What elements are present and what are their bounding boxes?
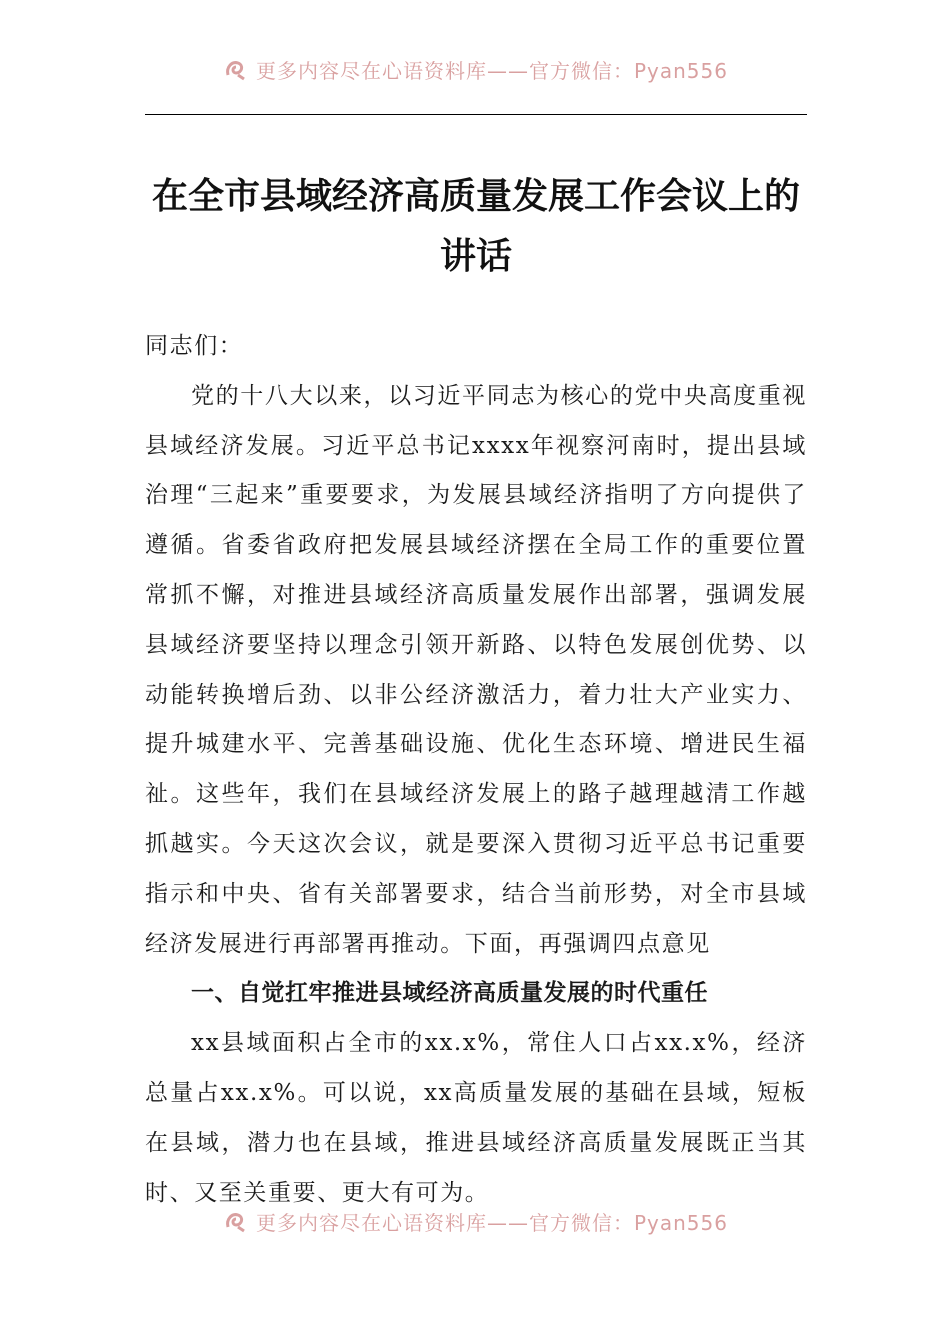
paragraph-2: xx县域面积占全市的xx.x%，常住人口占xx.x%，经济总量占xx.x%。可以说，xx高质量发展的基础在县域，短板在县域，潜力也在县域，推进县域经济高质量发展既正当其时、又至关重要、更大有可为。 bbox=[145, 1030, 807, 1206]
watermark-logo-icon bbox=[222, 55, 250, 83]
salutation: 同志们： bbox=[145, 333, 244, 359]
paragraph-1: 党的十八大以来，以习近平同志为核心的党中央高度重视县域经济发展。习近平总书记xxxx年视察河南时，提出县域治理“三起来”重要要求，为发展县域经济指明了方向提供了遵循。省委省政府把发展县域经济摆在全局工作的重要位置常抓不懈，对推进县域经济高质量发展作出部署，强调发展县域经济要坚持以理念引领开新路、以特色发展创优势、以动能转换增后劲、以非公经济激活力，着力壮大产业实力、提升城建水平、完善基础设施、优化生态环境、增进民生福祉。这些年，我们在县域经济发展上的路子越理越清工作越抓越实。今天这次会议，就是要深入贯彻习近平总书记重要指示和中央、省有关部署要求，结合当前形势，对全市县域经济发展进行再部署再推动。下面，再强调四点意见 bbox=[145, 382, 807, 957]
watermark-logo-icon bbox=[222, 1207, 250, 1235]
document-body bbox=[145, 322, 807, 1218]
watermark-text: 更多内容尽在心语资料库——官方微信：Pyan556 bbox=[255, 1210, 728, 1235]
header-watermark bbox=[0, 54, 950, 84]
watermark-text: 更多内容尽在心语资料库——官方微信：Pyan556 bbox=[255, 58, 728, 83]
header-rule bbox=[145, 114, 807, 115]
section-heading-1: 一、自觉扛牢推进县域经济高质量发展的时代重任 bbox=[191, 980, 708, 1007]
footer-watermark bbox=[0, 1206, 950, 1236]
document-title: 在全市县域经济高质量发展工作会议上的讲话 bbox=[151, 175, 800, 277]
